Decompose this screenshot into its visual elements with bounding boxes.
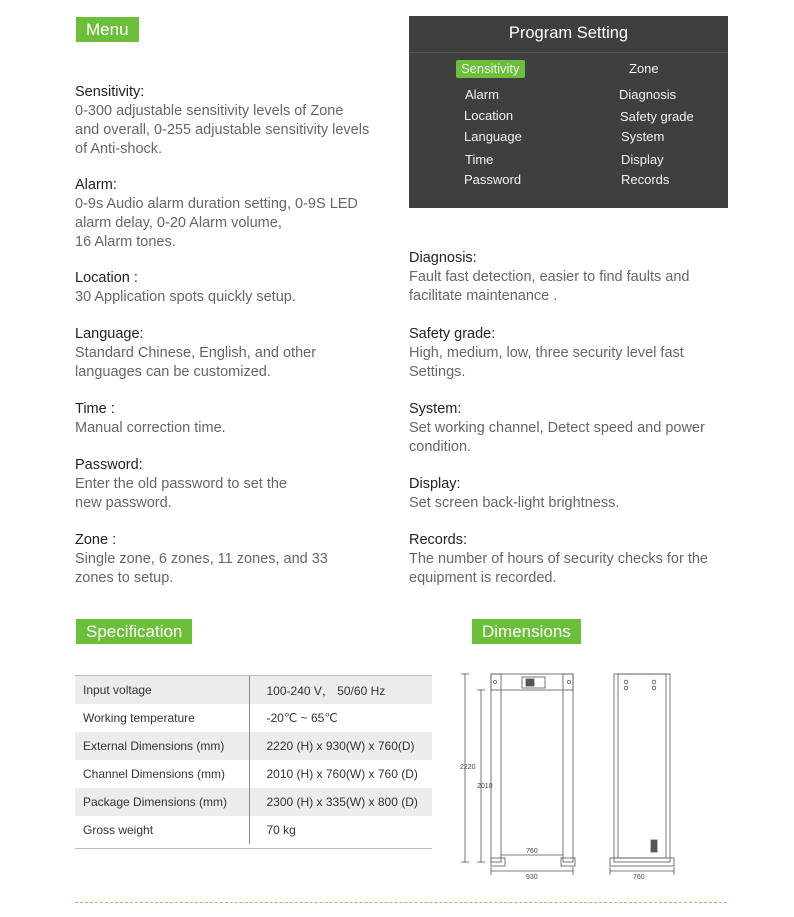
- feature-desc: 30 Application spots quickly setup.: [75, 289, 296, 305]
- dim-label-760-depth: 760: [633, 874, 645, 881]
- menu-option-time[interactable]: Time: [465, 152, 494, 167]
- feature-desc: Manual correction time.: [75, 420, 226, 436]
- side-view: [610, 674, 674, 875]
- feature-title: Password:: [75, 457, 143, 473]
- menu-option-password[interactable]: Password: [464, 172, 522, 187]
- table-bottom-rule: [75, 848, 432, 849]
- table-row: [75, 788, 432, 816]
- spec-key: External Dimensions (mm): [75, 732, 249, 760]
- spec-key: Gross weight: [75, 816, 249, 844]
- table-row: [75, 732, 432, 760]
- front-view: [461, 674, 575, 875]
- spec-key: Input voltage: [75, 676, 249, 704]
- feature-desc: Set screen back-light brightness.: [409, 495, 620, 511]
- feature-desc: Enter the old password to set the new password.: [75, 476, 287, 511]
- menu-option-language[interactable]: Language: [464, 129, 522, 144]
- feature-desc: Standard Chinese, English, and other languages can be customized.: [75, 345, 317, 380]
- feature-title: Alarm:: [75, 177, 117, 193]
- spec-value: -20℃ ~ 65℃: [266, 711, 338, 725]
- dimension-drawing: [455, 668, 690, 883]
- spec-value: 2220 (H) x 930(W) x 760(D): [249, 732, 432, 760]
- dim-label-2220: 2220: [460, 764, 476, 771]
- feature-title: Zone :: [75, 532, 117, 548]
- spec-key: Working temperature: [75, 704, 249, 732]
- spec-key: Channel Dimensions (mm): [75, 760, 249, 788]
- spec-value: 2010 (H) x 760(W) x 760 (D): [266, 767, 418, 781]
- feature-title: System:: [409, 401, 462, 417]
- feature-sensitivity: [75, 83, 405, 159]
- specification-table: [75, 676, 432, 844]
- feature-title: Records:: [409, 532, 468, 548]
- feature-title: Sensitivity:: [75, 84, 145, 100]
- menu-option-safety-grade[interactable]: Safety grade: [620, 109, 694, 124]
- specification-badge: Specification: [76, 619, 192, 644]
- program-setting-panel: [409, 16, 728, 208]
- feature-display: [409, 475, 729, 513]
- menu-option-system[interactable]: System: [621, 129, 665, 144]
- spec-value: 2300 (H) x 335(W) x 800 (D): [249, 788, 432, 816]
- menu-option-sensitivity[interactable]: Sensitivity: [456, 60, 525, 78]
- spec-value: 100-240 V， 50/60 Hz: [249, 676, 432, 704]
- menu-badge: Menu: [76, 17, 139, 42]
- dim-label-2010: 2010: [477, 783, 493, 790]
- feature-title: Diagnosis:: [409, 250, 477, 266]
- feature-time: [75, 400, 405, 438]
- spec-value: 70 kg: [266, 823, 296, 837]
- feature-title: Safety grade:: [409, 326, 496, 342]
- feature-desc: The number of hours of security checks for the equipment is recorded.: [409, 551, 708, 586]
- feature-diagnosis: [409, 249, 729, 306]
- menu-option-alarm[interactable]: Alarm: [465, 87, 499, 102]
- menu-option-diagnosis[interactable]: Diagnosis: [619, 87, 677, 102]
- feature-desc: 0-9s Audio alarm duration setting, 0-9S LED alarm delay, 0-20 Alarm volume, 16 Alarm tones.: [75, 196, 358, 250]
- feature-desc: 0-300 adjustable sensitivity levels of Zone and overall, 0-255 adjustable sensitivity levels of Anti-shock.: [75, 103, 370, 157]
- footer-dashed-line: [75, 902, 727, 903]
- feature-system: [409, 400, 729, 457]
- feature-title: Language:: [75, 326, 144, 342]
- feature-records: [409, 531, 729, 588]
- feature-desc: Set working channel, Detect speed and power condition.: [409, 420, 705, 455]
- panel-title: Program Setting: [409, 16, 728, 53]
- feature-desc: High, medium, low, three security level fast Settings.: [409, 345, 684, 380]
- menu-option-records[interactable]: Records: [621, 172, 670, 187]
- dimensions-badge: Dimensions: [472, 619, 581, 644]
- feature-title: Time :: [75, 401, 115, 417]
- feature-title: Display:: [409, 476, 461, 492]
- feature-language: [75, 325, 405, 382]
- dim-label-760-channel: 760: [526, 848, 538, 855]
- menu-option-zone[interactable]: Zone: [629, 61, 659, 76]
- feature-password: [75, 456, 405, 513]
- spec-key: Package Dimensions (mm): [75, 788, 249, 816]
- table-row: [75, 704, 432, 732]
- feature-safety-grade: [409, 325, 729, 382]
- menu-option-display[interactable]: Display: [621, 152, 664, 167]
- feature-location: [75, 269, 405, 307]
- feature-desc: Fault fast detection, easier to find faults and facilitate maintenance .: [409, 269, 690, 304]
- dim-label-930: 930: [526, 874, 538, 881]
- feature-zone: [75, 531, 405, 588]
- feature-title: Location :: [75, 270, 138, 286]
- table-row: [75, 676, 432, 704]
- table-row: [75, 760, 432, 788]
- table-row: [75, 816, 432, 844]
- feature-desc: Single zone, 6 zones, 11 zones, and 33 zones to setup.: [75, 551, 328, 586]
- menu-option-location[interactable]: Location: [464, 108, 514, 123]
- feature-alarm: [75, 176, 405, 252]
